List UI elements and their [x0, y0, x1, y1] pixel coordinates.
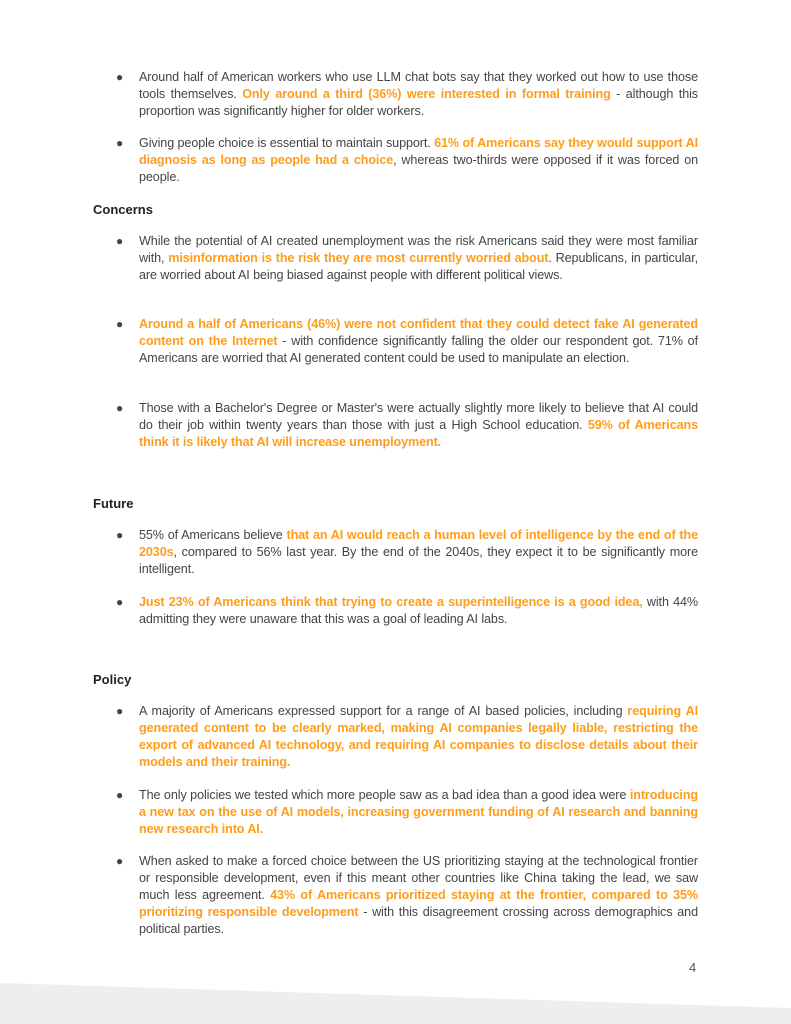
section-heading: Future: [93, 496, 134, 511]
bullet-item: [116, 400, 698, 451]
highlighted-text: Just 23% of Americans think that trying to create a superintelligence is a good idea,: [139, 595, 643, 609]
body-text: , compared to 56% last year. By the end of the 2040s, they expect it to be significantly more intelligent.: [139, 545, 698, 576]
bullet-item: [116, 233, 698, 284]
body-text: with 44% admitting they were unaware that this was a goal of leading AI labs.: [139, 595, 698, 626]
section-heading: Concerns: [93, 202, 153, 217]
bullet-icon: ●: [116, 528, 124, 542]
bullet-item: [116, 703, 698, 771]
body-text: Those with a Bachelor's Degree or Master's were actually slightly more likely to believe that AI could do their job within twenty years than those with just a High School education.: [139, 401, 698, 432]
body-text: - with confidence significantly falling the older our respondent got. 71% of Americans are worried that AI generated content could be used to manipulate an election.: [139, 334, 698, 365]
bullet-icon: ●: [116, 136, 124, 150]
body-text: When asked to make a forced choice between the US prioritizing staying at the technological frontier or responsible development, even if this meant other countries like China taking the lead, we saw much less agreement.: [139, 854, 698, 902]
highlighted-text: introducing a new tax on the use of AI models, increasing government funding of AI research and banning new research into AI.: [139, 788, 698, 836]
highlighted-text: misinformation is the risk they are most currently worried about: [168, 251, 549, 265]
bullet-item: [116, 853, 698, 938]
bullet-icon: ●: [116, 401, 124, 415]
highlighted-text: Only around a third (36%) were interested in formal training: [242, 87, 611, 101]
body-text: Around half of American workers who use LLM chat bots say that they worked out how to use those tools themselves.: [139, 70, 698, 101]
body-text: . Republicans, in particular, are worried about AI being biased against people with different political views.: [139, 251, 698, 282]
bullet-item: [116, 316, 698, 367]
body-text: , whereas two-thirds were opposed if it was forced on people.: [139, 153, 698, 184]
highlighted-text: that an AI would reach a human level of intelligence by the end of the 2030s: [139, 528, 698, 559]
body-text: - although this proportion was significantly higher for older workers.: [139, 87, 698, 118]
body-text: While the potential of AI created unemployment was the risk Americans said they were most familiar with,: [139, 234, 698, 265]
body-text: A majority of Americans expressed support for a range of AI based policies, including: [139, 704, 628, 718]
bullet-icon: ●: [116, 704, 124, 718]
section-heading: Policy: [93, 672, 132, 687]
bullet-icon: ●: [116, 854, 124, 868]
bullet-icon: ●: [116, 317, 124, 331]
bullet-item: [116, 594, 698, 628]
highlighted-text: 61% of Americans say they would support AI diagnosis as long as people had a choice: [139, 136, 698, 167]
highlighted-text: requiring AI generated content to be clearly marked, making AI companies legally liable, restricting the export of advanced AI technology, and requiring AI companies to disclose details about their models and their training.: [139, 704, 698, 769]
bullet-item: [116, 527, 698, 578]
bullet-icon: ●: [116, 234, 124, 248]
body-text: Giving people choice is essential to maintain support.: [139, 136, 435, 150]
bullet-icon: ●: [116, 70, 124, 84]
bullet-item: [116, 787, 698, 838]
page-number: 4: [689, 960, 697, 975]
highlighted-text: 43% of Americans prioritized staying at the frontier, compared to 35% prioritizing responsible development: [139, 888, 698, 919]
body-text: - with this disagreement crossing across demographics and political parties.: [139, 905, 698, 936]
bullet-icon: ●: [116, 788, 124, 802]
highlighted-text: Around a half of Americans (46%) were not confident that they could detect fake AI generated content on the Internet: [139, 317, 698, 348]
highlighted-text: 59% of Americans think it is likely that AI will increase unemployment.: [139, 418, 698, 449]
body-text: 55% of Americans believe: [139, 528, 287, 542]
body-text: The only policies we tested which more people saw as a bad idea than a good idea were: [139, 788, 630, 802]
bullet-item: [116, 135, 698, 186]
bullet-icon: ●: [116, 595, 124, 609]
bullet-item: [116, 69, 698, 120]
